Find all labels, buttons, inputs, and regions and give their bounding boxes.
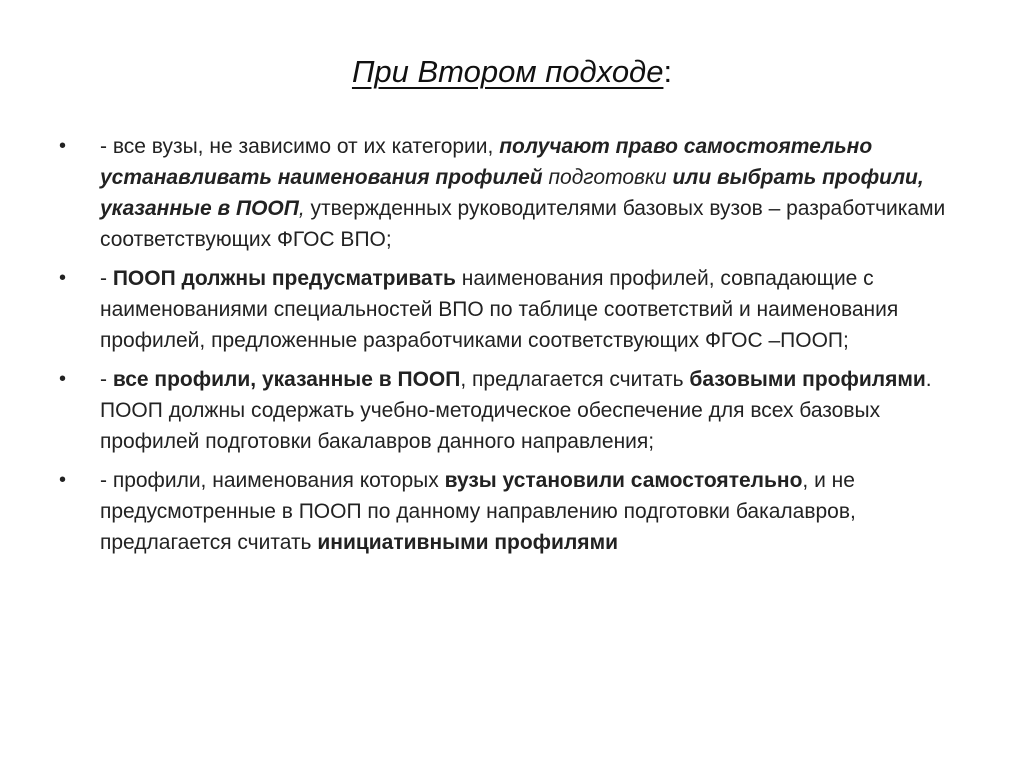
text-segment-bold: инициативными профилями [317,531,619,554]
text-segment-bold: все профили, указанные в ПООП [112,368,461,391]
list-item [56,364,956,457]
text-segment: , предлагается считать [460,368,690,391]
bullet-icon: • [59,267,67,289]
text-segment-bold: базовыми профилями [689,368,926,391]
bullet-icon: • [59,135,67,157]
slide-title-main: При Втором подходе [351,54,664,89]
text-segment-italic: , [298,197,305,220]
bullet-list [56,131,956,566]
text-segment-bold-italic: или выбрать профили, указанные в ПООП [100,166,924,220]
text-segment: - профили, наименования которых [100,469,445,492]
text-segment: утвержденных руководителями базовых вузов – разработчиками соответствующих ФГОС ВПО; [100,197,946,251]
text-segment: - все вузы, не зависимо от их категории, [100,135,500,158]
text-segment: , и не предусмотренные в ПООП по данному направлению подготовки бакалавров, предлагается считать [100,469,856,554]
text-segment: - [100,368,113,391]
text-segment-italic: подготовки [542,166,673,189]
slide-title-colon: : [663,54,673,89]
list-item [56,131,956,255]
text-segment-bold: ПООП должны предусматривать [112,267,456,290]
bullet-icon: • [59,469,67,491]
text-segment-bold: вузы установили самостоятельно [444,469,803,492]
text-segment: наименования профилей, совпадающие с наименованиями специальностей ВПО по таблице соответствий и наименования профилей, предложенные разработчиками соответствующих ФГОС –ПООП; [100,267,899,352]
bullet-icon: • [59,368,67,390]
list-item [56,263,956,356]
text-segment: . ПООП должны содержать учебно-методическое обеспечение для всех базовых профилей подготовки бакалавров данного направления; [100,368,932,453]
text-segment: - [100,267,113,290]
list-item [56,465,956,558]
slide-title [0,50,1024,94]
text-segment-bold-italic: получают право самостоятельно устанавливать наименования профилей [100,135,873,189]
